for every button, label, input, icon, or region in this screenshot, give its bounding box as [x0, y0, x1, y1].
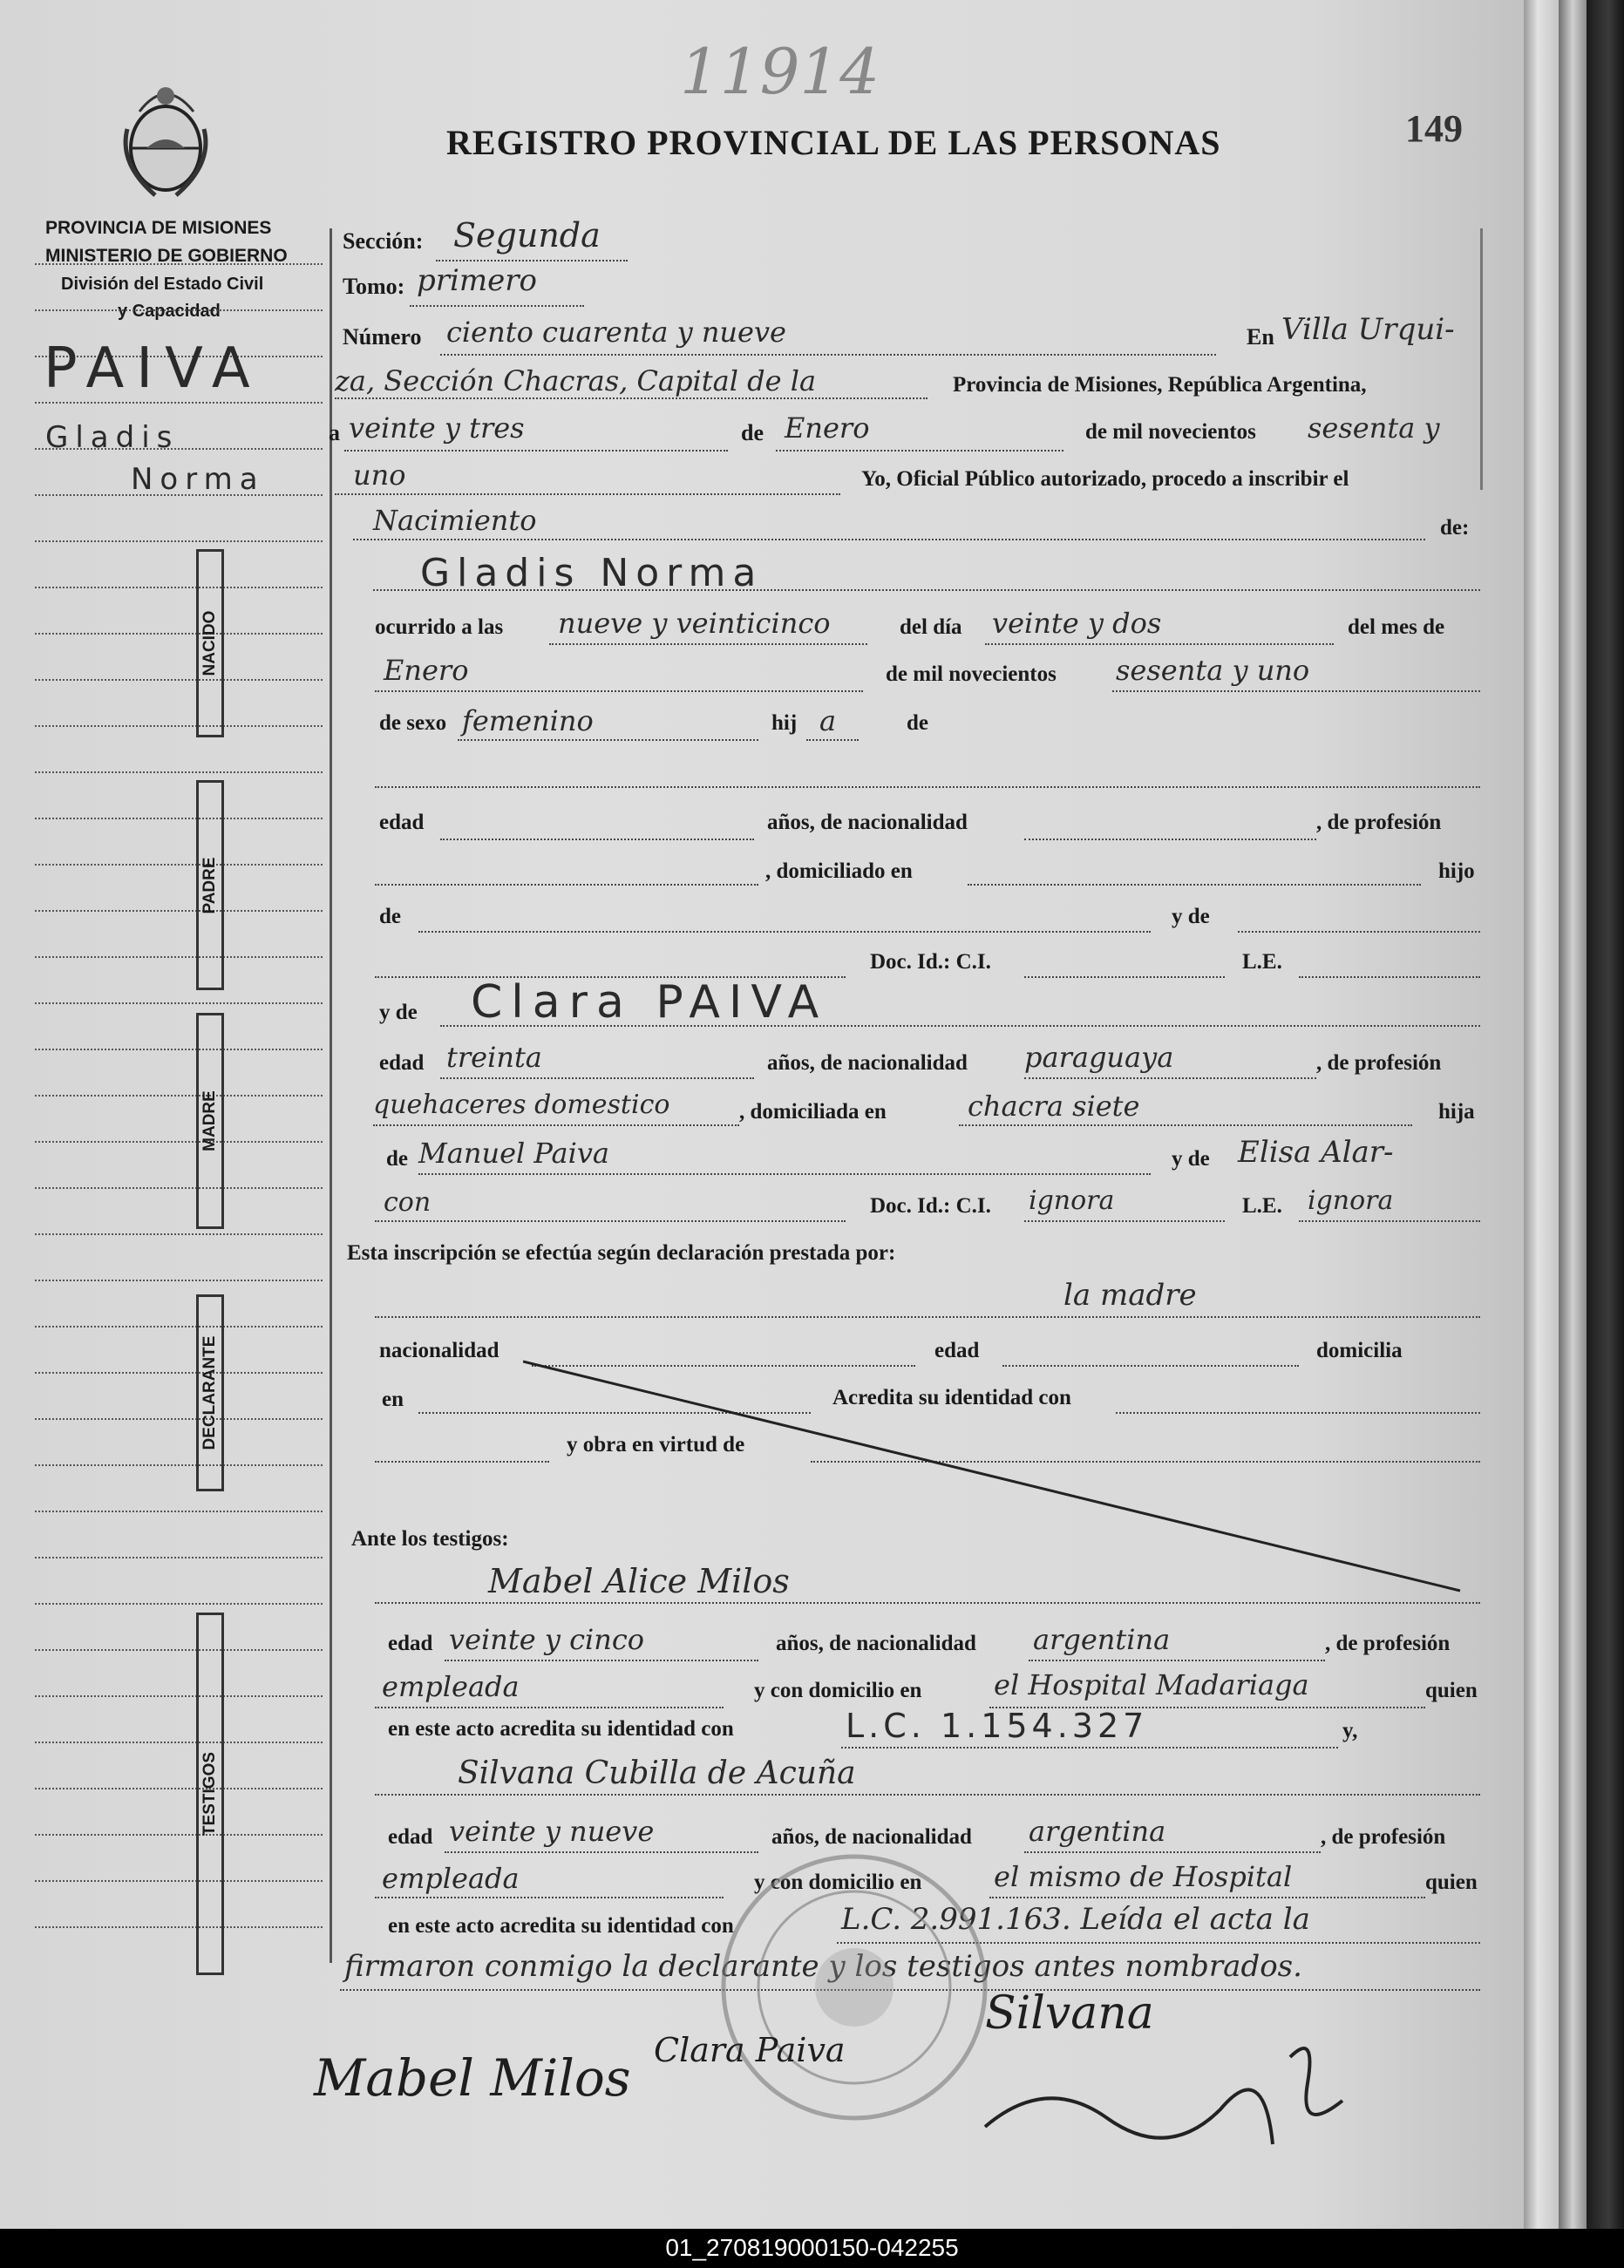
padre-prof-line [375, 884, 758, 886]
mes-value: Enero [785, 411, 870, 445]
margin-rule-line [35, 1372, 323, 1374]
mes-line [776, 450, 1063, 452]
madre-edad-line [440, 1077, 754, 1079]
declarante-line [375, 1316, 1480, 1318]
page-edge [1559, 0, 1587, 2229]
oficial-label: Yo, Oficial Público autorizado, procedo a inscribir el [861, 467, 1349, 491]
numero-line [440, 354, 1216, 356]
madre-madre-value: Elisa Alar- [1238, 1135, 1394, 1170]
padre-le-label: L.E. [1242, 950, 1282, 974]
madre-dom-value: chacra siete [968, 1090, 1140, 1123]
ocurrido-label: ocurrido a las [375, 615, 504, 639]
padre-edad-label: edad [379, 811, 425, 834]
margin-rule-line [35, 1326, 323, 1328]
dia-value: veinte y tres [349, 411, 525, 445]
seccion-line [436, 260, 628, 261]
nacido-section-label: NACIDO [196, 549, 224, 737]
padre-profesion-label: , de profesión [1316, 811, 1442, 834]
coat-of-arms-icon [120, 77, 212, 207]
institution-line-3: División del Estado Civil [61, 275, 264, 294]
t1-nac-value: argentina [1033, 1623, 1171, 1656]
inscripcion-label: Esta inscripción se efectúa según declaración prestada por: [347, 1241, 896, 1265]
margin-rule-line [35, 1742, 323, 1743]
padre-nac-line [1024, 839, 1316, 840]
margin-rule-line [35, 309, 323, 311]
padre-de-line [418, 931, 1151, 933]
sexo-label: de sexo [379, 711, 447, 735]
barcode-strip [0, 2229, 1624, 2268]
signature-3: Silvana [985, 1987, 1154, 2040]
declarante-nacionalidad-label: nacionalidad [379, 1339, 499, 1362]
padre-anios-label: años, de nacionalidad [767, 811, 968, 834]
nacido-name: Gladis Norma [420, 551, 764, 595]
testigos-section-label: TESTIGOS [196, 1613, 224, 1975]
padre-de-label: de [379, 905, 401, 928]
t2-edad-line [445, 1851, 758, 1853]
madre-le-line [1299, 1220, 1480, 1222]
anio-continued: uno [353, 458, 406, 492]
en-value: Villa Urqui- [1281, 312, 1455, 347]
nacido-name-line [373, 589, 1480, 591]
padre-edad-line [440, 839, 754, 840]
del-dia-label: del día [900, 615, 962, 639]
padre-hijo-label: hijo [1438, 859, 1475, 883]
official-stamp [715, 1848, 994, 2127]
margin-rule-line [35, 818, 323, 819]
madre-ci-value: ignora [1029, 1185, 1115, 1216]
margin-rule-line [35, 1233, 323, 1235]
madre-padre-value: Manuel Paiva [418, 1137, 609, 1170]
t2-domicilio-label: y con domicilio en [754, 1871, 922, 1894]
testigo2-name-line [375, 1794, 1480, 1796]
t2-edad-value: veinte y nueve [449, 1815, 655, 1848]
testigo1-name: Mabel Alice Milos [488, 1562, 790, 1600]
margin-rule-line [35, 864, 323, 866]
sexo-line [458, 739, 758, 741]
t2-prof-line [375, 1897, 724, 1898]
margin-rule-line [35, 1141, 323, 1143]
t2-profesion-label: , de profesión [1321, 1825, 1446, 1849]
declarante-domicilia-label: domicilia [1316, 1339, 1403, 1362]
sexo-value: femenino [462, 704, 594, 737]
hora-line [549, 643, 867, 645]
institution-line-1: PROVINCIA DE MISIONES [45, 218, 272, 238]
t2-edad-label: edad [388, 1825, 433, 1849]
signature-1: Mabel Milos [314, 2048, 631, 2108]
place-line [335, 397, 928, 399]
t2-prof-value: empleada [382, 1862, 520, 1895]
hij-line [806, 739, 859, 741]
t1-edad-line [445, 1660, 758, 1661]
hij-label: hij [771, 711, 798, 735]
madre-le-value: ignora [1308, 1185, 1394, 1216]
barcode-text: 01_270819000150-042255 [665, 2234, 959, 2261]
margin-rule-line [35, 1834, 323, 1836]
padre-y-de-label: y de [1172, 905, 1210, 928]
nacido-de-label: de [907, 711, 928, 735]
seccion-label: Sección: [343, 228, 424, 254]
t1-domicilio-label: y con domicilio en [754, 1679, 922, 1702]
institution-line-2: MINISTERIO DE GOBIERNO [45, 246, 288, 266]
t2-nac-value: argentina [1029, 1815, 1166, 1848]
anio-cont-line [335, 493, 840, 495]
margin-rule-line [35, 1002, 323, 1004]
t2-anios-label: años, de nacionalidad [771, 1825, 972, 1849]
acto-line [353, 539, 1425, 540]
t1-prof-line [375, 1707, 724, 1708]
margin-rule-line [35, 1788, 323, 1789]
madre-name: Clara PAIVA [471, 976, 828, 1029]
nacido-mes-line [375, 690, 863, 692]
declarante-en-label: en [382, 1388, 404, 1411]
margin-rule-line [35, 263, 323, 265]
nacido-mil-label: de mil novecientos [886, 662, 1057, 686]
padre-doc-label: Doc. Id.: C.I. [870, 950, 991, 974]
place-continued: za, Sección Chacras, Capital de la [335, 364, 817, 397]
margin-rule-line [35, 956, 323, 958]
anio-value: sesenta y [1308, 411, 1440, 445]
margin-rule-line [35, 1049, 323, 1050]
margin-rule-line [35, 1926, 323, 1928]
padre-dom-line [968, 884, 1421, 886]
form-border [330, 228, 332, 1963]
hora-value: nueve y veinticinco [558, 607, 831, 640]
page-edge [1524, 0, 1559, 2229]
testigo2-name: Silvana Cubilla de Acuña [458, 1755, 856, 1791]
declarante-section-label: DECLARANTE [196, 1294, 224, 1491]
closing-text: firmaron conmigo la declarante y los testigos antes nombrados. [344, 1949, 1302, 1984]
madre-nac-value: paraguaya [1024, 1041, 1174, 1074]
madre-domiciliada-label: , domiciliada en [739, 1100, 887, 1124]
margin-rule-line [35, 1511, 323, 1512]
madre-dom-line [959, 1124, 1412, 1126]
mil-label: de mil novecientos [1085, 420, 1256, 444]
madre-name-line [440, 1025, 1480, 1027]
t1-y-label: y, [1342, 1719, 1358, 1742]
margin-rule-line [35, 587, 323, 588]
t2-nac-line [1024, 1851, 1321, 1853]
margin-rule-line [35, 679, 323, 681]
margin-rule-line [35, 1695, 323, 1697]
acto-value: Nacimiento [373, 504, 537, 537]
madre-de-label: de [386, 1147, 408, 1171]
a-label: a [329, 420, 340, 445]
nacido-dia-line [985, 643, 1334, 645]
numero-label: Número [343, 324, 422, 350]
page-number: 149 [1405, 107, 1463, 150]
t1-anios-label: años, de nacionalidad [776, 1632, 976, 1655]
margin-rule-line [35, 1557, 323, 1558]
madre-section-label: MADRE [196, 1013, 224, 1229]
t1-profesion-label: , de profesión [1325, 1632, 1451, 1655]
de-label: de [741, 420, 764, 445]
en-label: En [1247, 324, 1274, 350]
tomo-label: Tomo: [343, 274, 405, 299]
madre-prof-value: quehaceres domestico [373, 1090, 670, 1120]
signature-2: Clara Paiva [654, 2031, 846, 2069]
de2-label: de: [1440, 516, 1470, 540]
t1-edad-label: edad [388, 1632, 433, 1655]
t1-nac-line [1029, 1660, 1325, 1661]
cancel-stroke [523, 1360, 1464, 1595]
declarante-obra-label: y obra en virtud de [567, 1433, 745, 1457]
margin-rule-line [35, 1880, 323, 1882]
t1-doc-value: L.C. 1.154.327 [846, 1707, 1149, 1745]
hij-value: a [819, 704, 837, 737]
t1-edad-value: veinte y cinco [449, 1623, 645, 1656]
margin-rule-line [35, 725, 323, 727]
margin-rule-line [35, 633, 323, 635]
madre-madre-cont: con [384, 1187, 431, 1218]
institution-line-4: y Capacidad [118, 302, 221, 321]
book-binding [1587, 0, 1624, 2229]
madre-y-de-label: y de [379, 1001, 418, 1024]
madre-prof-line [373, 1124, 739, 1126]
madre-padre-line [418, 1173, 1151, 1175]
margin-rule-line [35, 1603, 323, 1605]
margin-rule-line [35, 910, 323, 912]
padre-yde-line [1238, 931, 1480, 933]
t2-dom-line [989, 1897, 1425, 1898]
madre-le-label: L.E. [1242, 1194, 1282, 1218]
testigo1-name-line [375, 1602, 1480, 1604]
del-mes-label: del mes de [1348, 615, 1445, 639]
margin-rule-line [35, 1187, 323, 1189]
t1-doc-line [841, 1747, 1338, 1749]
tomo-line [410, 305, 584, 307]
provincia-label: Provincia de Misiones, República Argentina, [953, 373, 1367, 397]
padre-section-label: PADRE [196, 780, 224, 990]
declarante-acredita-label: Acredita su identidad con [832, 1386, 1071, 1409]
handwritten-record-number: 11914 [680, 35, 880, 108]
margin-rule-line [35, 1095, 323, 1097]
madre-anios-label: años, de nacionalidad [767, 1051, 968, 1075]
t2-dom-value: el mismo de Hospital [994, 1860, 1293, 1893]
madre-doc-label: Doc. Id.: C.I. [870, 1194, 991, 1218]
numero-value: ciento cuarenta y nueve [446, 316, 786, 349]
seccion-value: Segunda [453, 216, 601, 255]
margin-rule-line [35, 771, 323, 773]
padre-domiciliado-label: , domiciliado en [765, 859, 913, 883]
madre-nac-line [1024, 1077, 1316, 1079]
dia-line [344, 450, 728, 452]
margin-rule-line [35, 1280, 323, 1281]
margin-rule-line [35, 1464, 323, 1466]
t2-doc-value: L.C. 2.991.163. Leída el acta la [841, 1902, 1310, 1937]
padre-le-line [1299, 976, 1480, 978]
nacido-anio-line [1112, 690, 1480, 692]
t1-quien-label: quien [1425, 1679, 1478, 1702]
nacido-anio-value: sesenta y uno [1116, 654, 1310, 687]
madre-y-de2-label: y de [1172, 1147, 1210, 1171]
ante-testigos-label: Ante los testigos: [351, 1527, 509, 1551]
madre-cont-line [375, 1220, 846, 1222]
margin-surname: PAIVA [44, 336, 262, 401]
t2-acredita-label: en este acto acredita su identidad con [388, 1914, 734, 1938]
margin-rule-line [35, 1418, 323, 1420]
padre-name-line [375, 786, 1480, 788]
t1-dom-value: el Hospital Madariaga [994, 1668, 1309, 1701]
margin-rule-line [35, 402, 323, 404]
madre-hija-label: hija [1438, 1100, 1475, 1124]
margin-second-name: Norma [131, 462, 265, 497]
t1-acredita-label: en este acto acredita su identidad con [388, 1717, 734, 1741]
nacido-dia-value: veinte y dos [992, 607, 1162, 640]
t2-quien-label: quien [1425, 1871, 1478, 1894]
official-signature [976, 2022, 1395, 2162]
madre-ci-line [1024, 1220, 1225, 1222]
nacido-mes-value: Enero [384, 654, 469, 687]
t1-prof-value: empleada [382, 1670, 520, 1703]
tomo-value: primero [417, 263, 537, 298]
margin-first-name: Gladis [45, 420, 180, 455]
padre-ci-line [1024, 976, 1225, 978]
margin-rule-line [35, 1649, 323, 1651]
madre-edad-value: treinta [446, 1041, 542, 1074]
madre-profesion-label: , de profesión [1316, 1051, 1442, 1075]
form-border-right [1480, 228, 1483, 490]
margin-rule-line [35, 540, 323, 542]
declarante-edad-label: edad [934, 1339, 980, 1362]
madre-edad-label: edad [379, 1051, 425, 1075]
declarante-value: la madre [1063, 1278, 1197, 1313]
page-title: REGISTRO PROVINCIAL DE LAS PERSONAS [446, 123, 1221, 162]
